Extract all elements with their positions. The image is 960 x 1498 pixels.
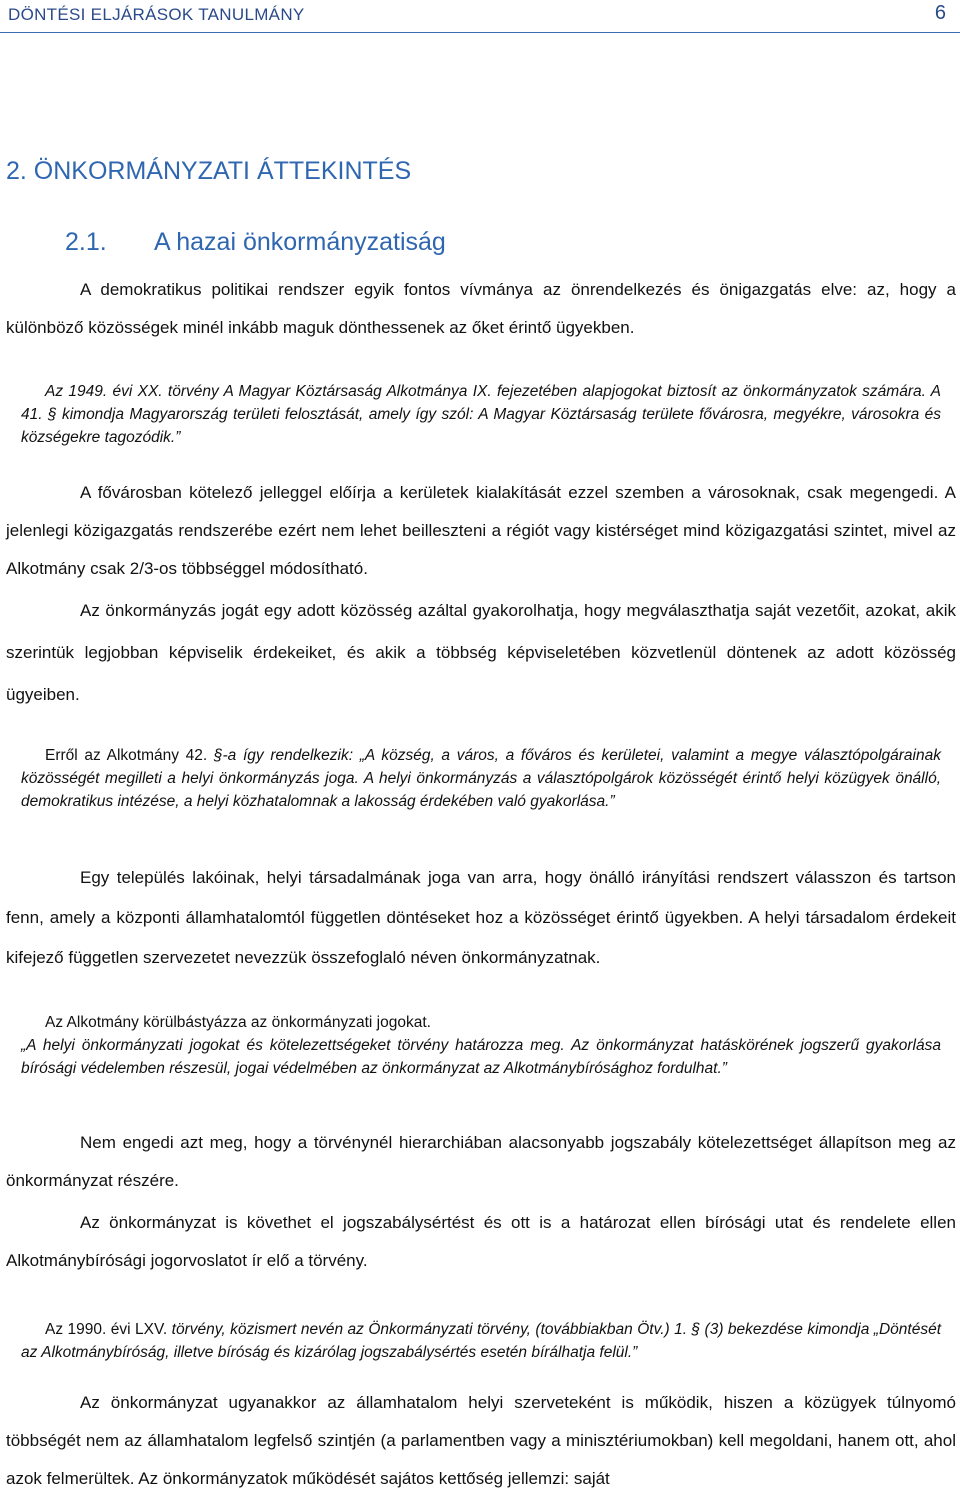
quote-paragraph: Az 1949. évi XX. törvény A Magyar Köztársaság Alkotmánya IX. fejezetében alapjogokat biztosít az önkormányzatok számára. A 41. § kimondja Magyarország területi felosztását, amely így szól: A Magyar Köztársaság területe fővárosra, megyékre, városokra és községekre tagozódik.” [21,383,941,446]
quote-4-block [21,1318,941,1364]
paragraph-3-block [6,590,956,716]
chapter-heading: 2. ÖNKORMÁNYZATI ÁTTEKINTÉS [6,157,412,185]
paragraph: Egy település lakóinak, helyi társadalmának joga van arra, hogy önálló irányítási rendszert válasszon és tartson fenn, amely a központi államhatalomtól független döntéseket hoz a közösséget érintő ügyekben. A helyi társadalom érdekeit kifejező független szervezetet nevezzük összefoglaló néven önkormányzatnak. [6,868,956,967]
paragraph-7-block [6,1384,956,1498]
quote-lead: Az Alkotmány körülbástyázza az önkormányzati jogokat. [45,1014,431,1031]
paragraph: Az önkormányzat ugyanakkor az államhatalom helyi szerveteként is működik, hiszen a közügyek túlnyomó többségét nem az államhatalom legfelső szintjén (a parlamentben vagy a minisztériumokban) kell megoldani, hanem ott, ahol azok felmerültek. Az önkormányzatok működését sajátos kettőség jellemzi: saját [6,1393,956,1488]
paragraph: Nem engedi azt meg, hogy a törvénynél hierarchiában alacsonyabb jogszabály kötelezettséget állapítson meg az önkormányzat részére. [6,1133,956,1190]
paragraph: Az önkormányzás jogát egy adott közösség azáltal gyakorolhatja, hogy megválaszthatja saját vezetőit, azokat, akik szerintük legjobban képviselik érdekeiket, és akik a többség képviseletében közvetlenül döntenek az adott közösség ügyeiben. [6,601,956,704]
paragraph: A demokratikus politikai rendszer egyik fontos vívmánya az önrendelkezés és önigazgatás elve: az, hogy a különböző közösségek minél inkább maguk dönthessenek az őket érintő ügyekben. [6,280,956,337]
header-title: DÖNTÉSI ELJÁRÁSOK TANULMÁNY [8,5,305,24]
quote-1-block [21,380,941,449]
quote-text: „A helyi önkormányzati jogokat és kötelezettségeket törvény határozza meg. Az önkormányzat hatáskörének jogszerű gyakorlása bírósági védelemben részesül, jogai védelmében az önkormányzat az Alkotmánybírósághoz fordulhat.” [21,1037,941,1077]
paragraph-5-block [6,1124,956,1200]
paragraph: A fővárosban kötelező jelleggel előírja a kerületek kialakítását ezzel szemben a városoknak, csak megengedi. A jelenlegi közigazgatás rendszerébe ezért nem lehet beilleszteni a régiót vagy kistérséget mind közigazgatási szintet, mivel az Alkotmány csak 2/3-os többséggel módosítható. [6,483,956,578]
paragraph: Az önkormányzat is követhet el jogszabálysértést és ott is a határozat ellen bírósági utat és rendelete ellen Alkotmánybírósági jogorvoslatot ír elő a törvény. [6,1213,956,1270]
quote-2-block [21,744,941,813]
paragraph-2-block [6,474,956,588]
section-number: 2.1. [65,228,107,256]
running-header [0,0,960,33]
quote-lead: Az 1990. évi LXV. [45,1321,168,1338]
paragraph-4-block [6,858,956,978]
quote-text: §-a így rendelkezik: „A község, a város, a főváros és kerületei, valamint a megye választópolgárainak közösségét megilleti a helyi önkormányzás joga. A helyi önkormányzás a választópolgárok közösségét érintő helyi közügyek önálló, demokratikus intézése, a helyi közhatalomnak a lakosság érdekében való gyakorlása.” [21,747,941,810]
quote-paragraph [21,1011,941,1080]
section-title: A hazai önkormányzatiság [154,228,446,256]
quote-lead: Erről az Alkotmány 42. [45,747,208,764]
quote-paragraph [21,1318,941,1364]
quote-paragraph [21,744,941,813]
quote-3-block [21,1011,941,1080]
paragraph-6-block [6,1204,956,1280]
page-number: 6 [934,2,946,24]
quote-text: törvény, közismert nevén az Önkormányzati törvény, (továbbiakban Ötv.) 1. § (3) bekezdése kimondja „Döntését az Alkotmánybíróság, illetve bíróság és kizárólag jogszabálysértés esetén bírálhatja felül.” [21,1321,941,1361]
section-heading [65,228,446,257]
paragraph-1-block [6,271,956,347]
